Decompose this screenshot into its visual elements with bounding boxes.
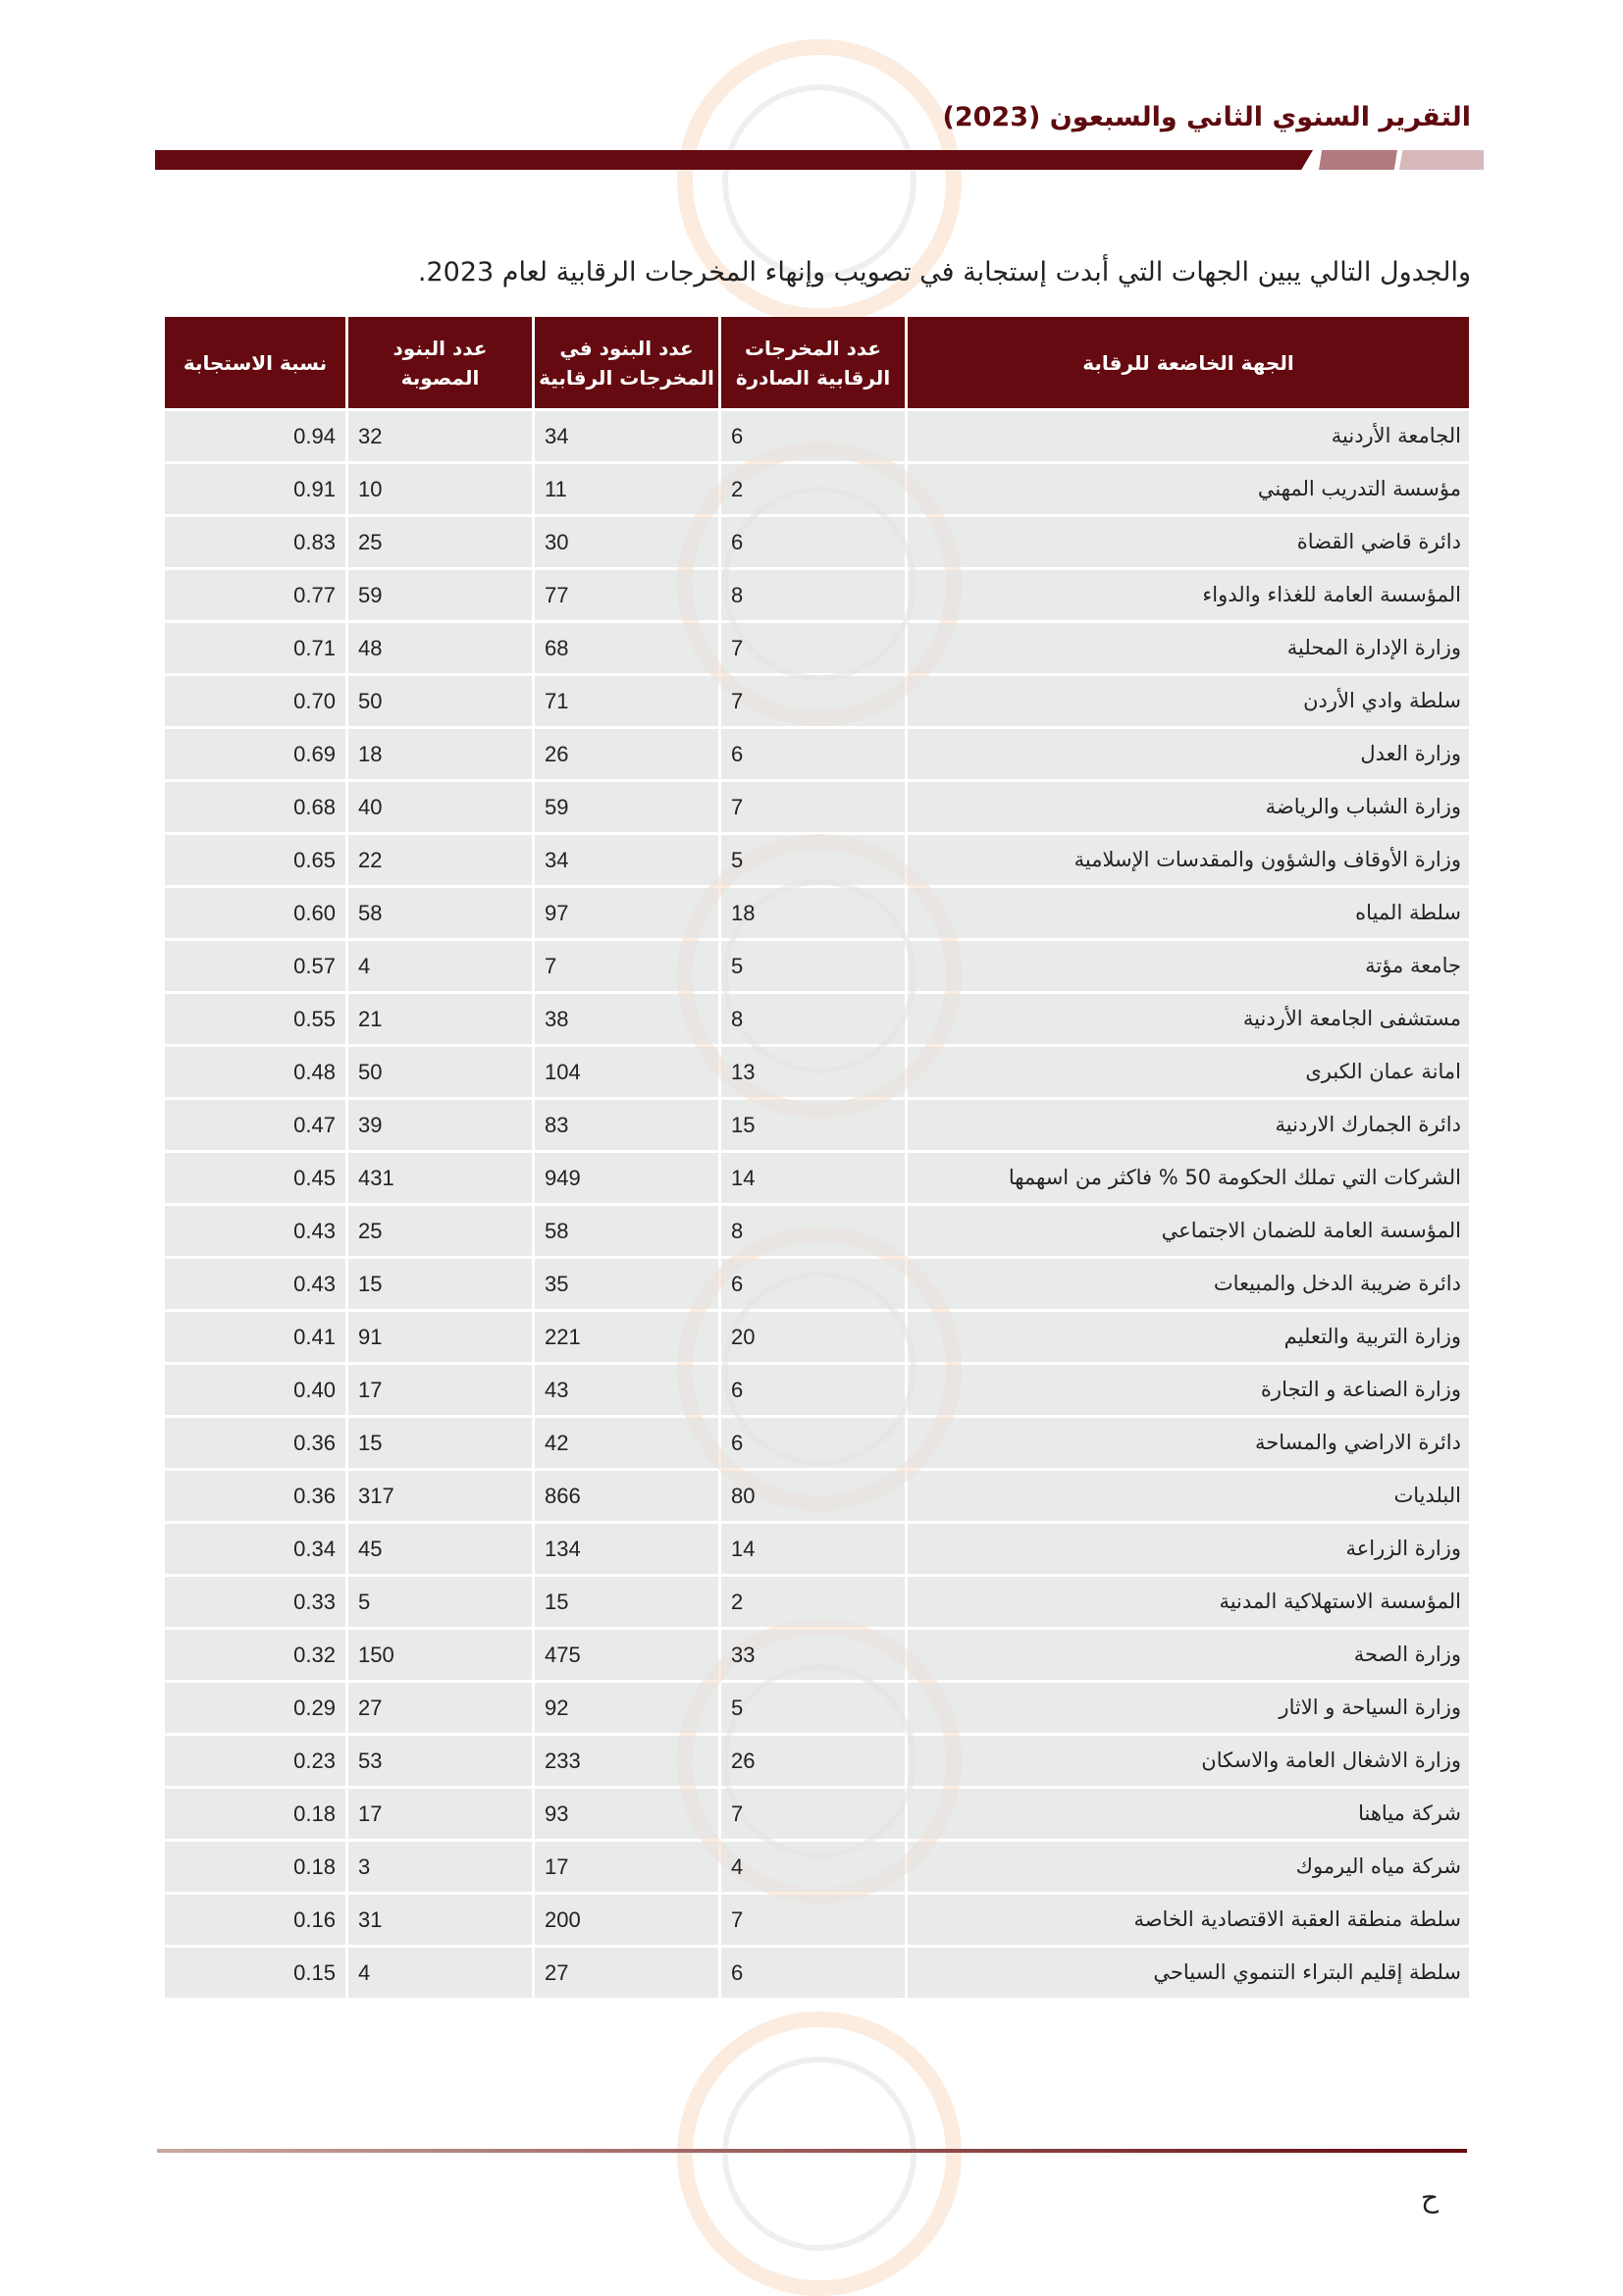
corrected-cell: 32 bbox=[348, 411, 532, 461]
table-row bbox=[165, 1312, 1469, 1362]
outputs-cell: 8 bbox=[721, 1206, 905, 1256]
items-cell: 134 bbox=[535, 1524, 718, 1574]
response-rate-cell: 0.60 bbox=[165, 888, 345, 938]
header-entity: الجهة الخاضعة للرقابة bbox=[908, 317, 1469, 408]
entity-cell: وزارة الزراعة bbox=[908, 1524, 1469, 1574]
entity-cell: وزارة الصناعة و التجارة bbox=[908, 1365, 1469, 1415]
items-cell: 42 bbox=[535, 1418, 718, 1468]
corrected-cell: 31 bbox=[348, 1895, 532, 1945]
corrected-cell: 27 bbox=[348, 1683, 532, 1733]
corrected-cell: 91 bbox=[348, 1312, 532, 1362]
entity-cell: سلطة إقليم البتراء التنموي السياحي bbox=[908, 1948, 1469, 1998]
header-response-rate: نسبة الاستجابة bbox=[165, 317, 345, 408]
corrected-cell: 25 bbox=[348, 1206, 532, 1256]
header-bar bbox=[155, 150, 1313, 170]
response-rate-cell: 0.71 bbox=[165, 623, 345, 673]
outputs-cell: 5 bbox=[721, 835, 905, 885]
entity-cell: دائرة الجمارك الاردنية bbox=[908, 1100, 1469, 1150]
items-cell: 27 bbox=[535, 1948, 718, 1998]
response-rate-cell: 0.43 bbox=[165, 1259, 345, 1309]
response-rate-cell: 0.70 bbox=[165, 676, 345, 726]
table-row bbox=[165, 1100, 1469, 1150]
response-rate-cell: 0.36 bbox=[165, 1418, 345, 1468]
corrected-cell: 317 bbox=[348, 1471, 532, 1521]
corrected-cell: 39 bbox=[348, 1100, 532, 1150]
items-cell: 15 bbox=[535, 1577, 718, 1627]
items-cell: 97 bbox=[535, 888, 718, 938]
table-row bbox=[165, 1577, 1469, 1627]
corrected-cell: 4 bbox=[348, 1948, 532, 1998]
items-cell: 221 bbox=[535, 1312, 718, 1362]
outputs-cell: 2 bbox=[721, 464, 905, 514]
table-row bbox=[165, 1471, 1469, 1521]
header-bar-accent bbox=[1319, 150, 1397, 170]
entity-cell: وزارة الأوقاف والشؤون والمقدسات الإسلامية bbox=[908, 835, 1469, 885]
outputs-cell: 7 bbox=[721, 1895, 905, 1945]
table-row bbox=[165, 1630, 1469, 1680]
outputs-cell: 20 bbox=[721, 1312, 905, 1362]
response-rate-cell: 0.83 bbox=[165, 517, 345, 567]
table-row bbox=[165, 570, 1469, 620]
items-cell: 35 bbox=[535, 1259, 718, 1309]
entity-cell: وزارة السياحة و الاثار bbox=[908, 1683, 1469, 1733]
corrected-cell: 15 bbox=[348, 1259, 532, 1309]
report-title: التقرير السنوي الثاني والسبعون (2023) bbox=[942, 102, 1471, 132]
response-rate-cell: 0.69 bbox=[165, 729, 345, 779]
table-row bbox=[165, 676, 1469, 726]
entity-cell: سلطة منطقة العقبة الاقتصادية الخاصة bbox=[908, 1895, 1469, 1945]
items-cell: 26 bbox=[535, 729, 718, 779]
entity-cell: دائرة الاراضي والمساحة bbox=[908, 1418, 1469, 1468]
footer-line bbox=[157, 2149, 1467, 2153]
items-cell: 11 bbox=[535, 464, 718, 514]
entity-cell: وزارة العدل bbox=[908, 729, 1469, 779]
table-row bbox=[165, 1206, 1469, 1256]
outputs-cell: 7 bbox=[721, 623, 905, 673]
entity-cell: مؤسسة التدريب المهني bbox=[908, 464, 1469, 514]
corrected-cell: 4 bbox=[348, 941, 532, 991]
outputs-cell: 6 bbox=[721, 1259, 905, 1309]
table-row bbox=[165, 623, 1469, 673]
response-rate-cell: 0.43 bbox=[165, 1206, 345, 1256]
outputs-cell: 33 bbox=[721, 1630, 905, 1680]
table-row bbox=[165, 1365, 1469, 1415]
table-row bbox=[165, 1259, 1469, 1309]
table-row bbox=[165, 1524, 1469, 1574]
entity-cell: وزارة الإدارة المحلية bbox=[908, 623, 1469, 673]
outputs-cell: 5 bbox=[721, 941, 905, 991]
response-rate-cell: 0.55 bbox=[165, 994, 345, 1044]
table-row bbox=[165, 994, 1469, 1044]
entity-cell: المؤسسة العامة للغذاء والدواء bbox=[908, 570, 1469, 620]
table-row bbox=[165, 411, 1469, 461]
response-rate-cell: 0.41 bbox=[165, 1312, 345, 1362]
response-rate-cell: 0.48 bbox=[165, 1047, 345, 1097]
corrected-cell: 58 bbox=[348, 888, 532, 938]
response-rate-cell: 0.68 bbox=[165, 782, 345, 832]
table-row bbox=[165, 782, 1469, 832]
response-rate-cell: 0.33 bbox=[165, 1577, 345, 1627]
entity-cell: دائرة قاضي القضاة bbox=[908, 517, 1469, 567]
entity-cell: وزارة الاشغال العامة والاسكان bbox=[908, 1736, 1469, 1786]
outputs-cell: 7 bbox=[721, 782, 905, 832]
intro-paragraph: والجدول التالي يبين الجهات التي أبدت إستجابة في تصويب وإنهاء المخرجات الرقابية لعام 2023. bbox=[417, 257, 1471, 287]
entity-cell: البلديات bbox=[908, 1471, 1469, 1521]
response-table bbox=[162, 314, 1472, 2001]
outputs-cell: 6 bbox=[721, 729, 905, 779]
table-row bbox=[165, 888, 1469, 938]
table-row bbox=[165, 729, 1469, 779]
table-row bbox=[165, 1736, 1469, 1786]
entity-cell: المؤسسة الاستهلاكية المدنية bbox=[908, 1577, 1469, 1627]
response-rate-cell: 0.15 bbox=[165, 1948, 345, 1998]
response-rate-cell: 0.91 bbox=[165, 464, 345, 514]
items-cell: 30 bbox=[535, 517, 718, 567]
outputs-cell: 14 bbox=[721, 1524, 905, 1574]
corrected-cell: 3 bbox=[348, 1842, 532, 1892]
header-bar-accent-light bbox=[1399, 150, 1484, 170]
table-row bbox=[165, 1789, 1469, 1839]
outputs-cell: 6 bbox=[721, 1418, 905, 1468]
items-cell: 233 bbox=[535, 1736, 718, 1786]
header-corrected: عدد البنود المصوبة bbox=[348, 317, 532, 408]
outputs-cell: 15 bbox=[721, 1100, 905, 1150]
outputs-cell: 4 bbox=[721, 1842, 905, 1892]
items-cell: 104 bbox=[535, 1047, 718, 1097]
corrected-cell: 18 bbox=[348, 729, 532, 779]
items-cell: 34 bbox=[535, 835, 718, 885]
corrected-cell: 50 bbox=[348, 676, 532, 726]
corrected-cell: 48 bbox=[348, 623, 532, 673]
header-outputs: عدد المخرجات الرقابية الصادرة bbox=[721, 317, 905, 408]
response-rate-cell: 0.29 bbox=[165, 1683, 345, 1733]
outputs-cell: 7 bbox=[721, 1789, 905, 1839]
outputs-cell: 7 bbox=[721, 676, 905, 726]
table-row bbox=[165, 464, 1469, 514]
outputs-cell: 8 bbox=[721, 570, 905, 620]
items-cell: 475 bbox=[535, 1630, 718, 1680]
items-cell: 17 bbox=[535, 1842, 718, 1892]
response-rate-cell: 0.77 bbox=[165, 570, 345, 620]
outputs-cell: 6 bbox=[721, 517, 905, 567]
items-cell: 92 bbox=[535, 1683, 718, 1733]
outputs-cell: 5 bbox=[721, 1683, 905, 1733]
response-rate-cell: 0.94 bbox=[165, 411, 345, 461]
items-cell: 38 bbox=[535, 994, 718, 1044]
items-cell: 68 bbox=[535, 623, 718, 673]
entity-cell: شركة مياه اليرموك bbox=[908, 1842, 1469, 1892]
entity-cell: سلطة المياه bbox=[908, 888, 1469, 938]
outputs-cell: 13 bbox=[721, 1047, 905, 1097]
response-rate-cell: 0.18 bbox=[165, 1789, 345, 1839]
corrected-cell: 53 bbox=[348, 1736, 532, 1786]
entity-cell: المؤسسة العامة للضمان الاجتماعي bbox=[908, 1206, 1469, 1256]
outputs-cell: 2 bbox=[721, 1577, 905, 1627]
items-cell: 71 bbox=[535, 676, 718, 726]
items-cell: 949 bbox=[535, 1153, 718, 1203]
header-items: عدد البنود في المخرجات الرقابية bbox=[535, 317, 718, 408]
table-row bbox=[165, 1842, 1469, 1892]
corrected-cell: 22 bbox=[348, 835, 532, 885]
table-row bbox=[165, 1047, 1469, 1097]
items-cell: 93 bbox=[535, 1789, 718, 1839]
page-number: ح bbox=[1421, 2181, 1440, 2214]
entity-cell: شركة مياهنا bbox=[908, 1789, 1469, 1839]
items-cell: 59 bbox=[535, 782, 718, 832]
table-row bbox=[165, 1153, 1469, 1203]
table-header-row bbox=[165, 317, 1469, 408]
response-rate-cell: 0.36 bbox=[165, 1471, 345, 1521]
response-rate-cell: 0.57 bbox=[165, 941, 345, 991]
outputs-cell: 14 bbox=[721, 1153, 905, 1203]
items-cell: 7 bbox=[535, 941, 718, 991]
outputs-cell: 18 bbox=[721, 888, 905, 938]
response-rate-cell: 0.47 bbox=[165, 1100, 345, 1150]
table-row bbox=[165, 941, 1469, 991]
items-cell: 58 bbox=[535, 1206, 718, 1256]
response-rate-cell: 0.32 bbox=[165, 1630, 345, 1680]
corrected-cell: 50 bbox=[348, 1047, 532, 1097]
corrected-cell: 21 bbox=[348, 994, 532, 1044]
entity-cell: وزارة الصحة bbox=[908, 1630, 1469, 1680]
corrected-cell: 40 bbox=[348, 782, 532, 832]
corrected-cell: 59 bbox=[348, 570, 532, 620]
corrected-cell: 45 bbox=[348, 1524, 532, 1574]
entity-cell: الجامعة الأردنية bbox=[908, 411, 1469, 461]
table-row bbox=[165, 1683, 1469, 1733]
table-row bbox=[165, 517, 1469, 567]
entity-cell: الشركات التي تملك الحكومة 50 % فاكثر من اسهمها bbox=[908, 1153, 1469, 1203]
response-rate-cell: 0.34 bbox=[165, 1524, 345, 1574]
response-rate-cell: 0.23 bbox=[165, 1736, 345, 1786]
table-row bbox=[165, 1418, 1469, 1468]
corrected-cell: 15 bbox=[348, 1418, 532, 1468]
response-rate-cell: 0.65 bbox=[165, 835, 345, 885]
entity-cell: امانة عمان الكبرى bbox=[908, 1047, 1469, 1097]
outputs-cell: 6 bbox=[721, 411, 905, 461]
outputs-cell: 26 bbox=[721, 1736, 905, 1786]
items-cell: 34 bbox=[535, 411, 718, 461]
items-cell: 43 bbox=[535, 1365, 718, 1415]
items-cell: 77 bbox=[535, 570, 718, 620]
corrected-cell: 17 bbox=[348, 1365, 532, 1415]
corrected-cell: 5 bbox=[348, 1577, 532, 1627]
table-row bbox=[165, 835, 1469, 885]
response-rate-cell: 0.18 bbox=[165, 1842, 345, 1892]
outputs-cell: 8 bbox=[721, 994, 905, 1044]
entity-cell: دائرة ضريبة الدخل والمبيعات bbox=[908, 1259, 1469, 1309]
items-cell: 200 bbox=[535, 1895, 718, 1945]
outputs-cell: 6 bbox=[721, 1365, 905, 1415]
items-cell: 866 bbox=[535, 1471, 718, 1521]
table-row bbox=[165, 1895, 1469, 1945]
entity-cell: سلطة وادي الأردن bbox=[908, 676, 1469, 726]
outputs-cell: 80 bbox=[721, 1471, 905, 1521]
table-row bbox=[165, 1948, 1469, 1998]
entity-cell: مستشفى الجامعة الأردنية bbox=[908, 994, 1469, 1044]
entity-cell: جامعة مؤتة bbox=[908, 941, 1469, 991]
corrected-cell: 17 bbox=[348, 1789, 532, 1839]
response-rate-cell: 0.40 bbox=[165, 1365, 345, 1415]
corrected-cell: 150 bbox=[348, 1630, 532, 1680]
outputs-cell: 6 bbox=[721, 1948, 905, 1998]
corrected-cell: 431 bbox=[348, 1153, 532, 1203]
corrected-cell: 25 bbox=[348, 517, 532, 567]
corrected-cell: 10 bbox=[348, 464, 532, 514]
watermark-logo bbox=[677, 2011, 962, 2296]
entity-cell: وزارة الشباب والرياضة bbox=[908, 782, 1469, 832]
response-rate-cell: 0.45 bbox=[165, 1153, 345, 1203]
entity-cell: وزارة التربية والتعليم bbox=[908, 1312, 1469, 1362]
response-rate-cell: 0.16 bbox=[165, 1895, 345, 1945]
items-cell: 83 bbox=[535, 1100, 718, 1150]
